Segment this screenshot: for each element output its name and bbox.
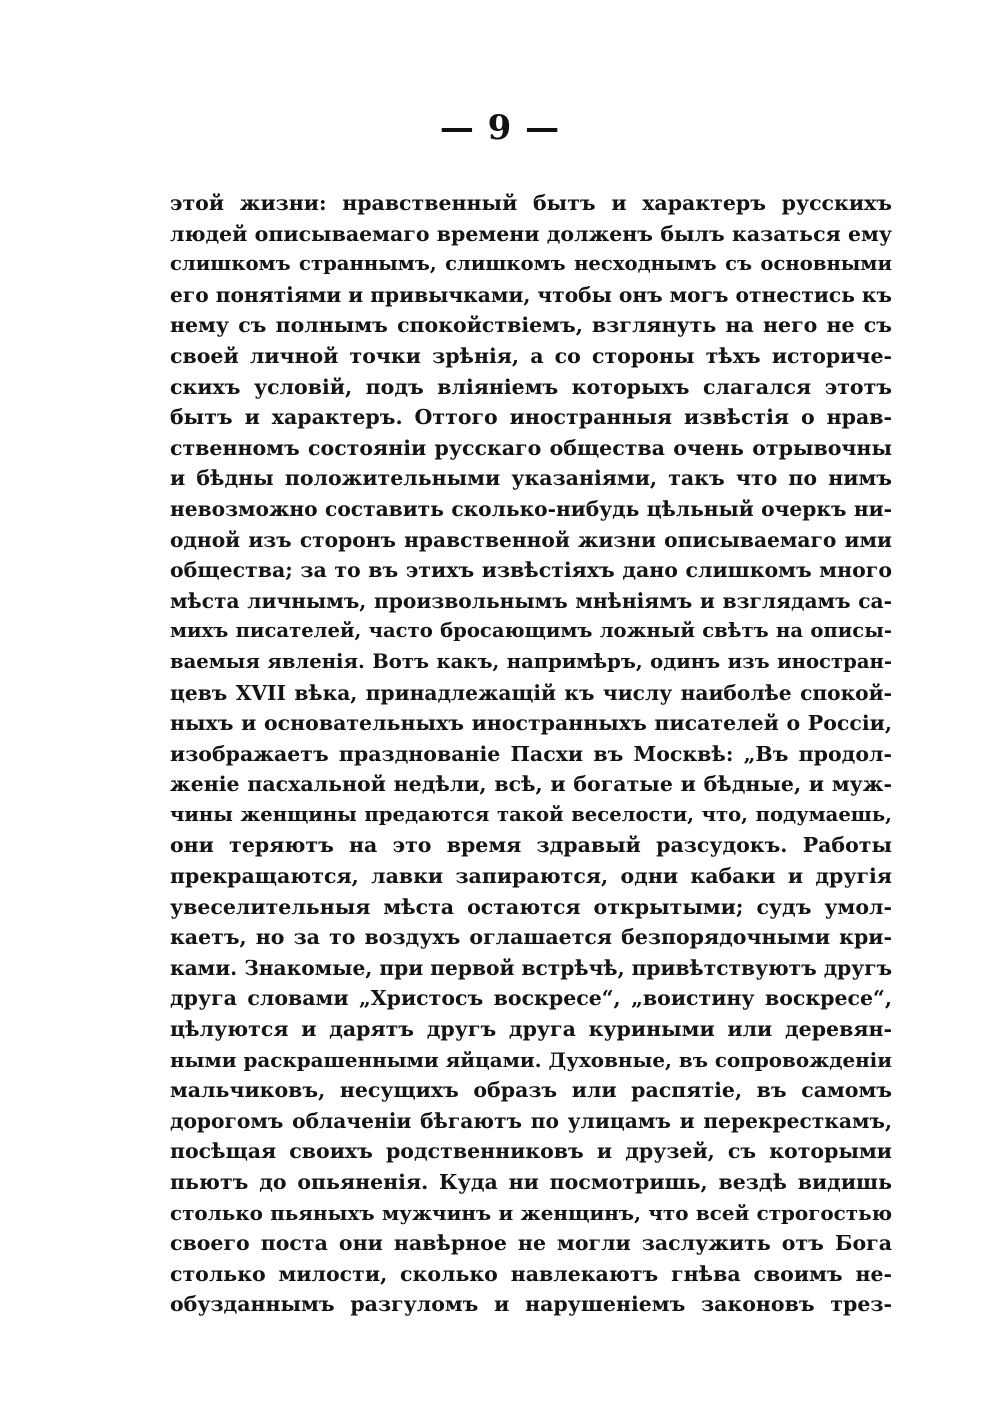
text-line: людей описываемаго времени долженъ былъ казаться ему bbox=[170, 221, 892, 246]
text-line: друга словами „Христосъ воскресе“, „воистину воскресе“, bbox=[170, 986, 892, 1011]
text-line: нему съ полнымъ спокойствіемъ, взглянуть на него не съ bbox=[170, 313, 892, 338]
text-line: каетъ, но за то воздухъ оглашается безпорядочными кри- bbox=[170, 925, 892, 950]
text-line: столько милости, сколько навлекаютъ гнѣва своимъ не- bbox=[170, 1261, 892, 1286]
text-line: обузданнымъ разгуломъ и нарушеніемъ законовъ трез- bbox=[170, 1292, 892, 1317]
body-text bbox=[170, 188, 892, 1320]
text-line: посѣщая своихъ родственниковъ и друзей, съ которыми bbox=[170, 1139, 892, 1164]
text-line: ныхъ и основательныхъ иностранныхъ писателей о Россіи, bbox=[170, 711, 892, 736]
text-line: изображаетъ празднованіе Пасхи въ Москвѣ: „Въ продол- bbox=[170, 741, 892, 766]
text-line: дорогомъ облаченіи бѣгаютъ по улицамъ и перекресткамъ, bbox=[170, 1108, 892, 1133]
text-line: женіе пасхальной недѣли, всѣ, и богатые и бѣдные, и муж- bbox=[170, 772, 892, 797]
text-line: слишкомъ страннымъ, слишкомъ несходнымъ съ основными bbox=[170, 252, 892, 276]
text-line: этой жизни: нравственный бытъ и характеръ русскихъ bbox=[170, 191, 892, 215]
text-line: цѣлуются и дарятъ другъ друга куриными или деревян- bbox=[170, 1017, 892, 1042]
text-line: они теряютъ на это время здравый разсудокъ. Работы bbox=[170, 833, 892, 858]
text-line: скихъ условій, подъ вліяніемъ которыхъ слагался этотъ bbox=[170, 374, 892, 399]
text-line: ками. Знакомые, при первой встрѣчѣ, привѣтствуютъ другъ bbox=[170, 955, 892, 980]
text-line: ваемыя явленія. Вотъ какъ, напримѣръ, одинъ изъ иностран- bbox=[170, 649, 892, 673]
text-line: пьютъ до опьяненія. Куда ни посмотришь, вездѣ видишь bbox=[170, 1170, 892, 1194]
text-line: ственномъ состояніи русскаго общества очень отрывочны bbox=[170, 435, 892, 460]
text-line: общества; за то въ этихъ извѣстіяхъ дано слишкомъ много bbox=[170, 558, 892, 583]
text-line: своего поста они навѣрное не могли заслужить отъ Бога bbox=[170, 1231, 892, 1256]
text-line: одной изъ сторонъ нравственной жизни описываемаго ими bbox=[170, 527, 892, 552]
text-line: столько пьяныхъ мужчинъ и женщинъ, что всей строгостью bbox=[170, 1200, 892, 1225]
page-number: — 9 — bbox=[439, 108, 561, 148]
text-line: чины женщины предаются такой веселости, что, подумаешь, bbox=[170, 802, 892, 826]
text-line: бытъ и характеръ. Оттого иностранныя извѣстія о нрав- bbox=[170, 405, 892, 430]
text-line: мальчиковъ, несущихъ образъ или распятіе, въ самомъ bbox=[170, 1078, 892, 1103]
text-line: ными раскрашенными яйцами. Духовные, въ сопровожденіи bbox=[170, 1047, 892, 1072]
text-line: увеселительныя мѣста остаются открытыми; судъ умол- bbox=[170, 894, 892, 919]
text-line: и бѣдны положительными указаніями, такъ что по нимъ bbox=[170, 466, 892, 491]
text-line: мѣста личнымъ, произвольнымъ мнѣніямъ и взглядамъ са- bbox=[170, 588, 892, 613]
text-line: своей личной точки зрѣнія, а со стороны тѣхъ историче- bbox=[170, 343, 892, 368]
text-line: прекращаются, лавки запираются, одни кабаки и другія bbox=[170, 864, 892, 889]
text-line: его понятіями и привычками, чтобы онъ могъ отнестись къ bbox=[170, 282, 892, 307]
text-line: цевъ XVII вѣка, принадлежащій къ числу наиболѣе спокой- bbox=[170, 680, 892, 705]
text-line: невозможно составить сколько-нибудь цѣльный очеркъ ни- bbox=[170, 496, 892, 521]
text-line: михъ писателей, часто бросающимъ ложный свѣтъ на описы- bbox=[170, 619, 892, 643]
